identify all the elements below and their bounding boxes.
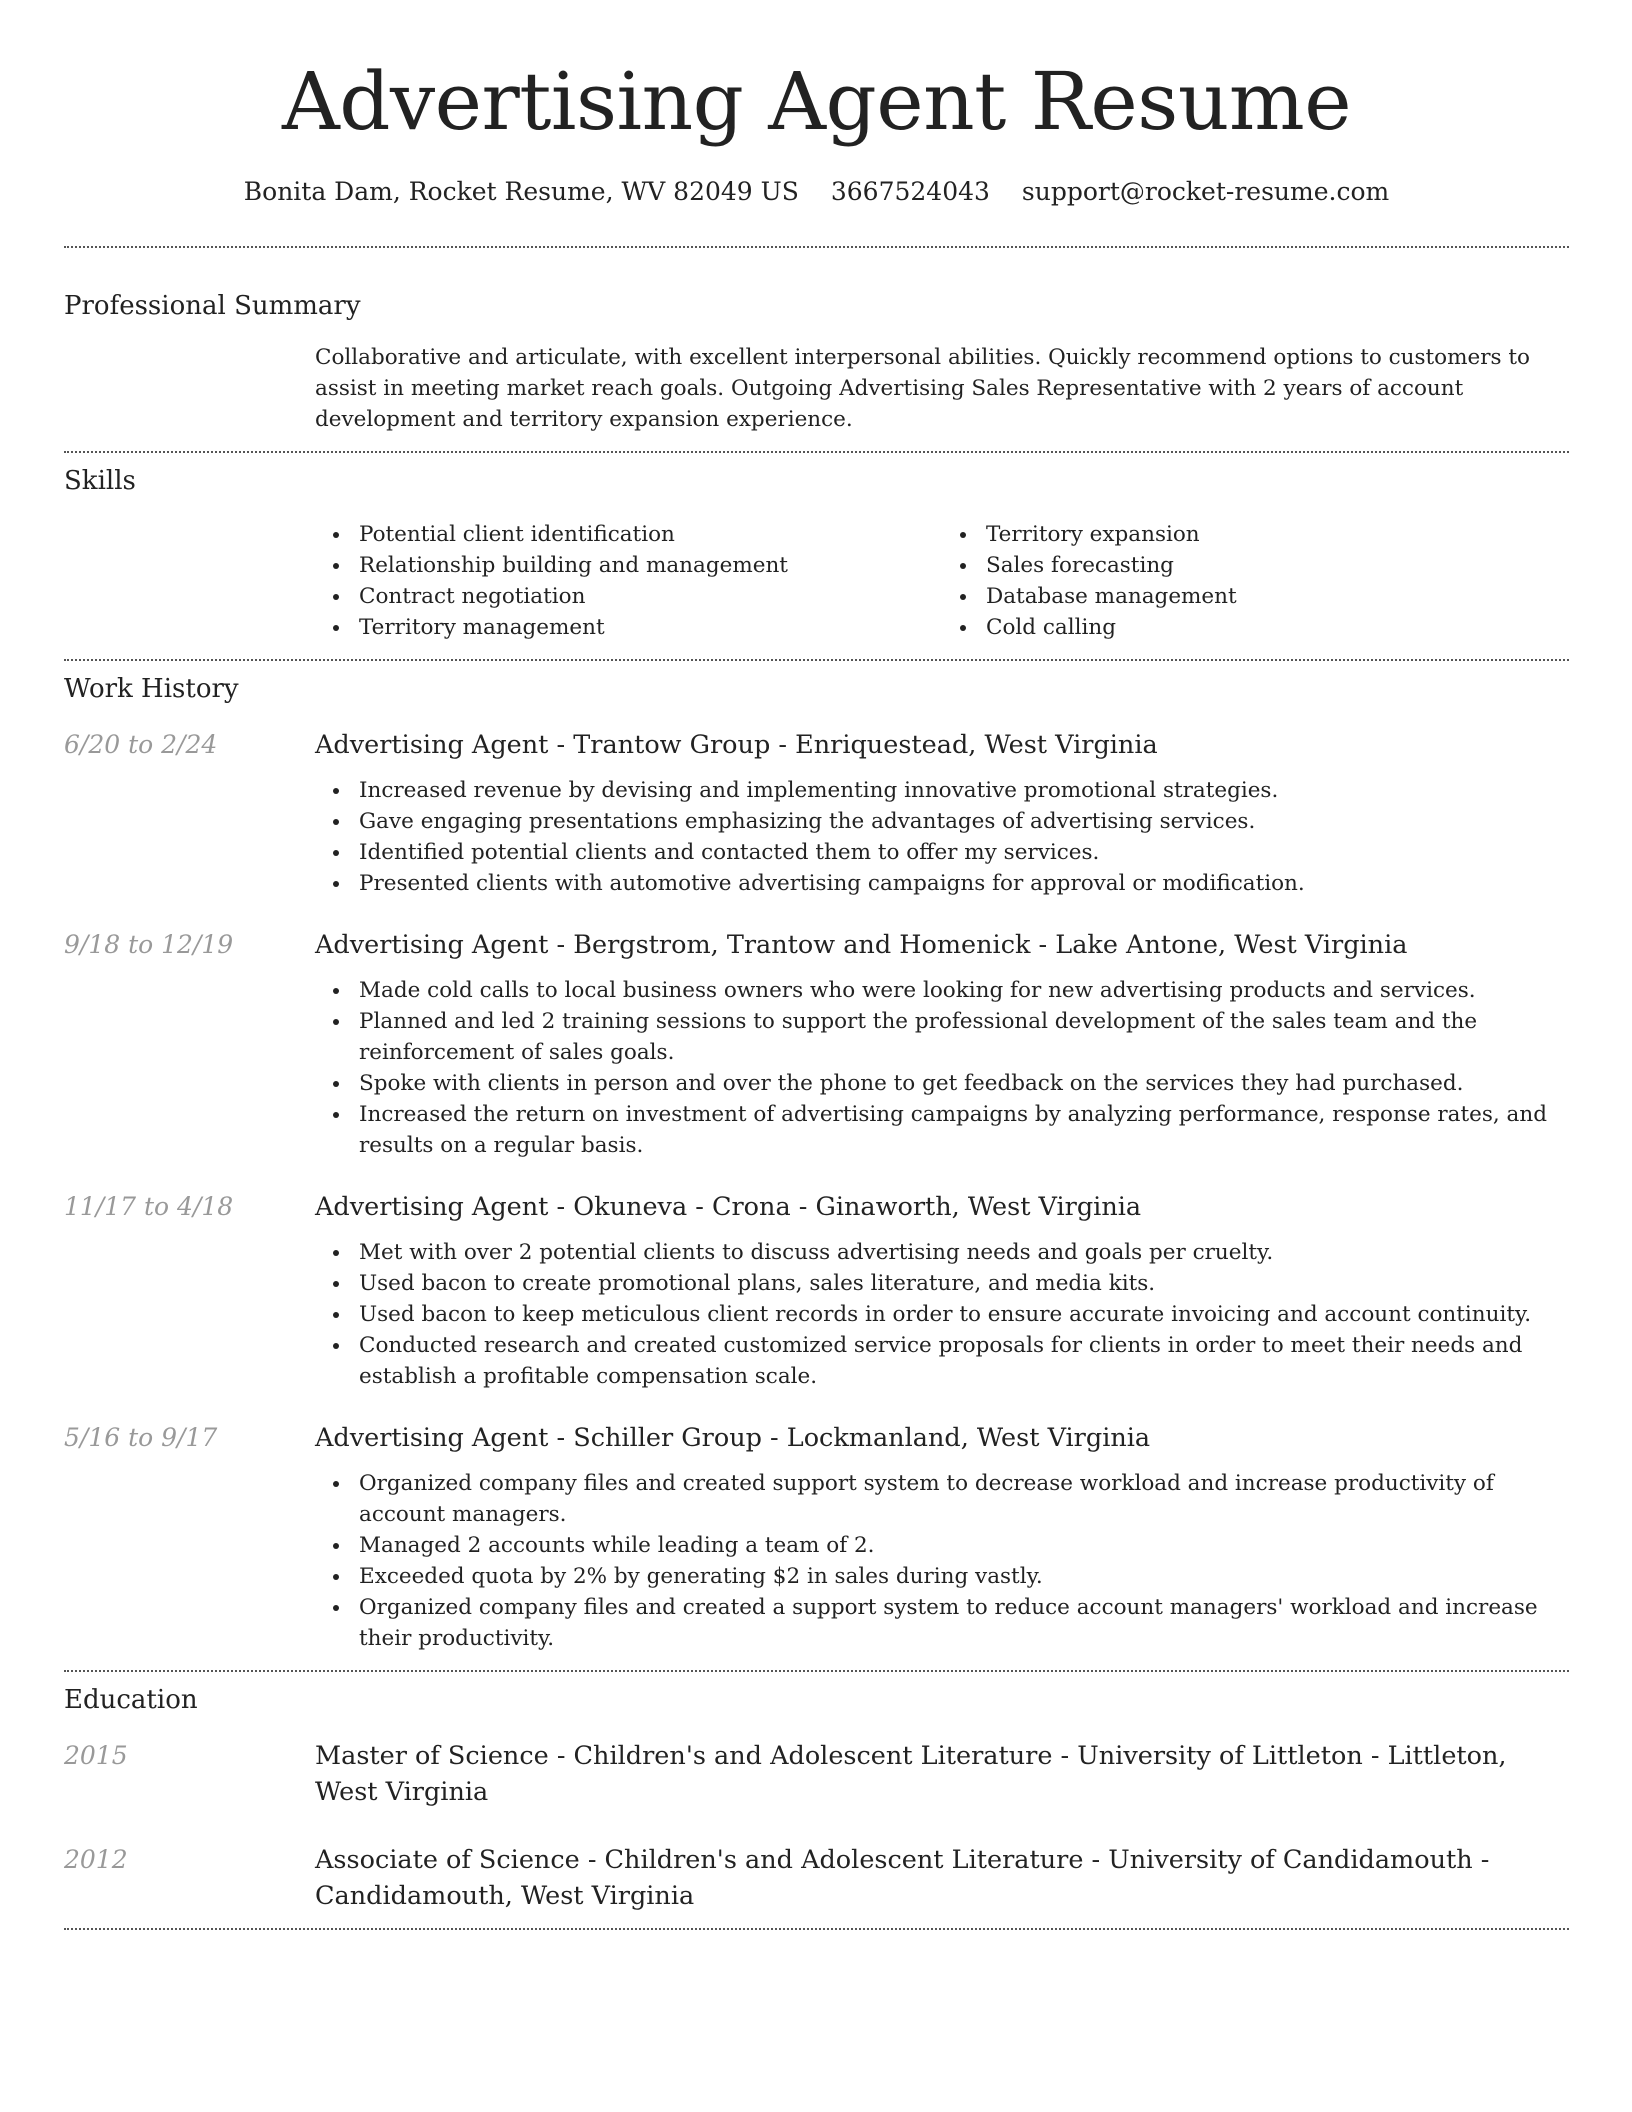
job-bullet: Increased the return on investment of advertising campaigns by analyzing performance, response rates, and results on a regular basis. [359,1099,1569,1161]
job-title: Advertising Agent - Okuneva - Crona - Ginaworth, West Virginia [315,1192,1142,1222]
job-bullet: Met with over 2 potential clients to discuss advertising needs and goals per cruelty. [359,1237,1569,1268]
job-entry [64,1189,1569,1392]
job-bullet: Conducted research and created customized service proposals for clients in order to meet their needs and establish a profitable compensation scale. [359,1330,1569,1392]
skill-item: Cold calling [986,612,1569,643]
job-bullet: Managed 2 accounts while leading a team of 2. [359,1530,1569,1561]
skill-item: Contract negotiation [359,581,942,612]
education-degree: Master of Science - Children's and Adolescent Literature [315,1741,1053,1771]
section-title-skills: Skills [64,466,136,496]
work-section [64,671,1569,1654]
skill-item: Sales forecasting [986,550,1569,581]
education-title [315,1842,1569,1914]
contact-email: support@rocket-resume.com [1021,177,1390,206]
contact-phone: 3667524043 [830,177,990,206]
job-bullet: Gave engaging presentations emphasizing the advantages of advertising services. [359,806,1569,837]
job-bullet: Presented clients with automotive advertising campaigns for approval or modification. [359,868,1569,899]
job-bullets [315,1468,1569,1654]
education-year: 2015 [64,1741,128,1770]
section-title-education: Education [64,1685,198,1715]
job-bullet: Used bacon to keep meticulous client records in order to ensure accurate invoicing and account continuity. [359,1299,1569,1330]
resume-title: Advertising Agent Resume [281,55,1352,148]
education-school: - University of Candidamouth - Candidamouth, West Virginia [315,1845,1490,1911]
job-bullets [315,975,1569,1161]
job-bullet: Made cold calls to local business owners who were looking for new advertising products and services. [359,975,1569,1006]
divider [64,1928,1569,1930]
education-entry [64,1738,1569,1810]
job-bullets [315,775,1569,899]
divider [64,659,1569,661]
summary-section [64,288,1569,435]
job-bullets [315,1237,1569,1392]
divider [64,1670,1569,1672]
skill-item: Potential client identification [359,519,942,550]
job-bullet: Increased revenue by devising and implementing innovative promotional strategies. [359,775,1569,806]
job-dates: 5/16 to 9/17 [64,1423,218,1452]
divider [64,246,1569,248]
education-entry [64,1842,1569,1914]
skills-list-right [942,519,1569,643]
divider [64,451,1569,453]
section-title-work: Work History [64,674,239,704]
summary-text: Collaborative and articulate, with excellent interpersonal abilities. Quickly recommend options to customers to assist in meeting market reach goals. Outgoing Advertising Sales Representative with 2 years of account development and territory expansion experience. [315,345,1530,432]
job-title: Advertising Agent - Schiller Group - Lockmanland, West Virginia [315,1423,1151,1453]
skill-item: Relationship building and management [359,550,942,581]
section-title-summary: Professional Summary [64,291,361,321]
education-year: 2012 [64,1845,128,1874]
job-dates: 11/17 to 4/18 [64,1192,234,1221]
resume-page [64,0,1569,1930]
skills-list-left [315,519,942,643]
job-bullet: Organized company files and created support system to decrease workload and increase productivity of account managers. [359,1468,1569,1530]
education-degree: Associate of Science - Children's and Adolescent Literature [315,1845,1084,1875]
education-title [315,1738,1569,1810]
job-bullet: Exceeded quota by 2% by generating $2 in sales during vastly. [359,1561,1569,1592]
job-bullet: Used bacon to create promotional plans, sales literature, and media kits. [359,1268,1569,1299]
job-entry [64,927,1569,1161]
job-entry [64,727,1569,899]
job-dates: 9/18 to 12/19 [64,930,234,959]
skill-item: Territory management [359,612,942,643]
skill-item: Territory expansion [986,519,1569,550]
skill-item: Database management [986,581,1569,612]
job-title: Advertising Agent - Bergstrom, Trantow and Homenick - Lake Antone, West Virginia [315,930,1408,960]
skills-section [64,463,1569,643]
job-bullet: Spoke with clients in person and over the phone to get feedback on the services they had purchased. [359,1068,1569,1099]
contact-line [64,174,1569,210]
education-school: - University of Littleton - Littleton, West Virginia [315,1741,1507,1807]
contact-address: Bonita Dam, Rocket Resume, WV 82049 US [243,177,799,206]
job-title: Advertising Agent - Trantow Group - Enriquestead, West Virginia [315,730,1158,760]
skills-grid [315,519,1569,643]
job-bullet: Organized company files and created a support system to reduce account managers' workload and increase their productivity. [359,1592,1569,1654]
job-entry [64,1420,1569,1654]
education-section [64,1682,1569,1914]
job-bullet: Identified potential clients and contacted them to offer my services. [359,837,1569,868]
job-dates: 6/20 to 2/24 [64,730,218,759]
job-bullet: Planned and led 2 training sessions to support the professional development of the sales team and the reinforcement of sales goals. [359,1006,1569,1068]
